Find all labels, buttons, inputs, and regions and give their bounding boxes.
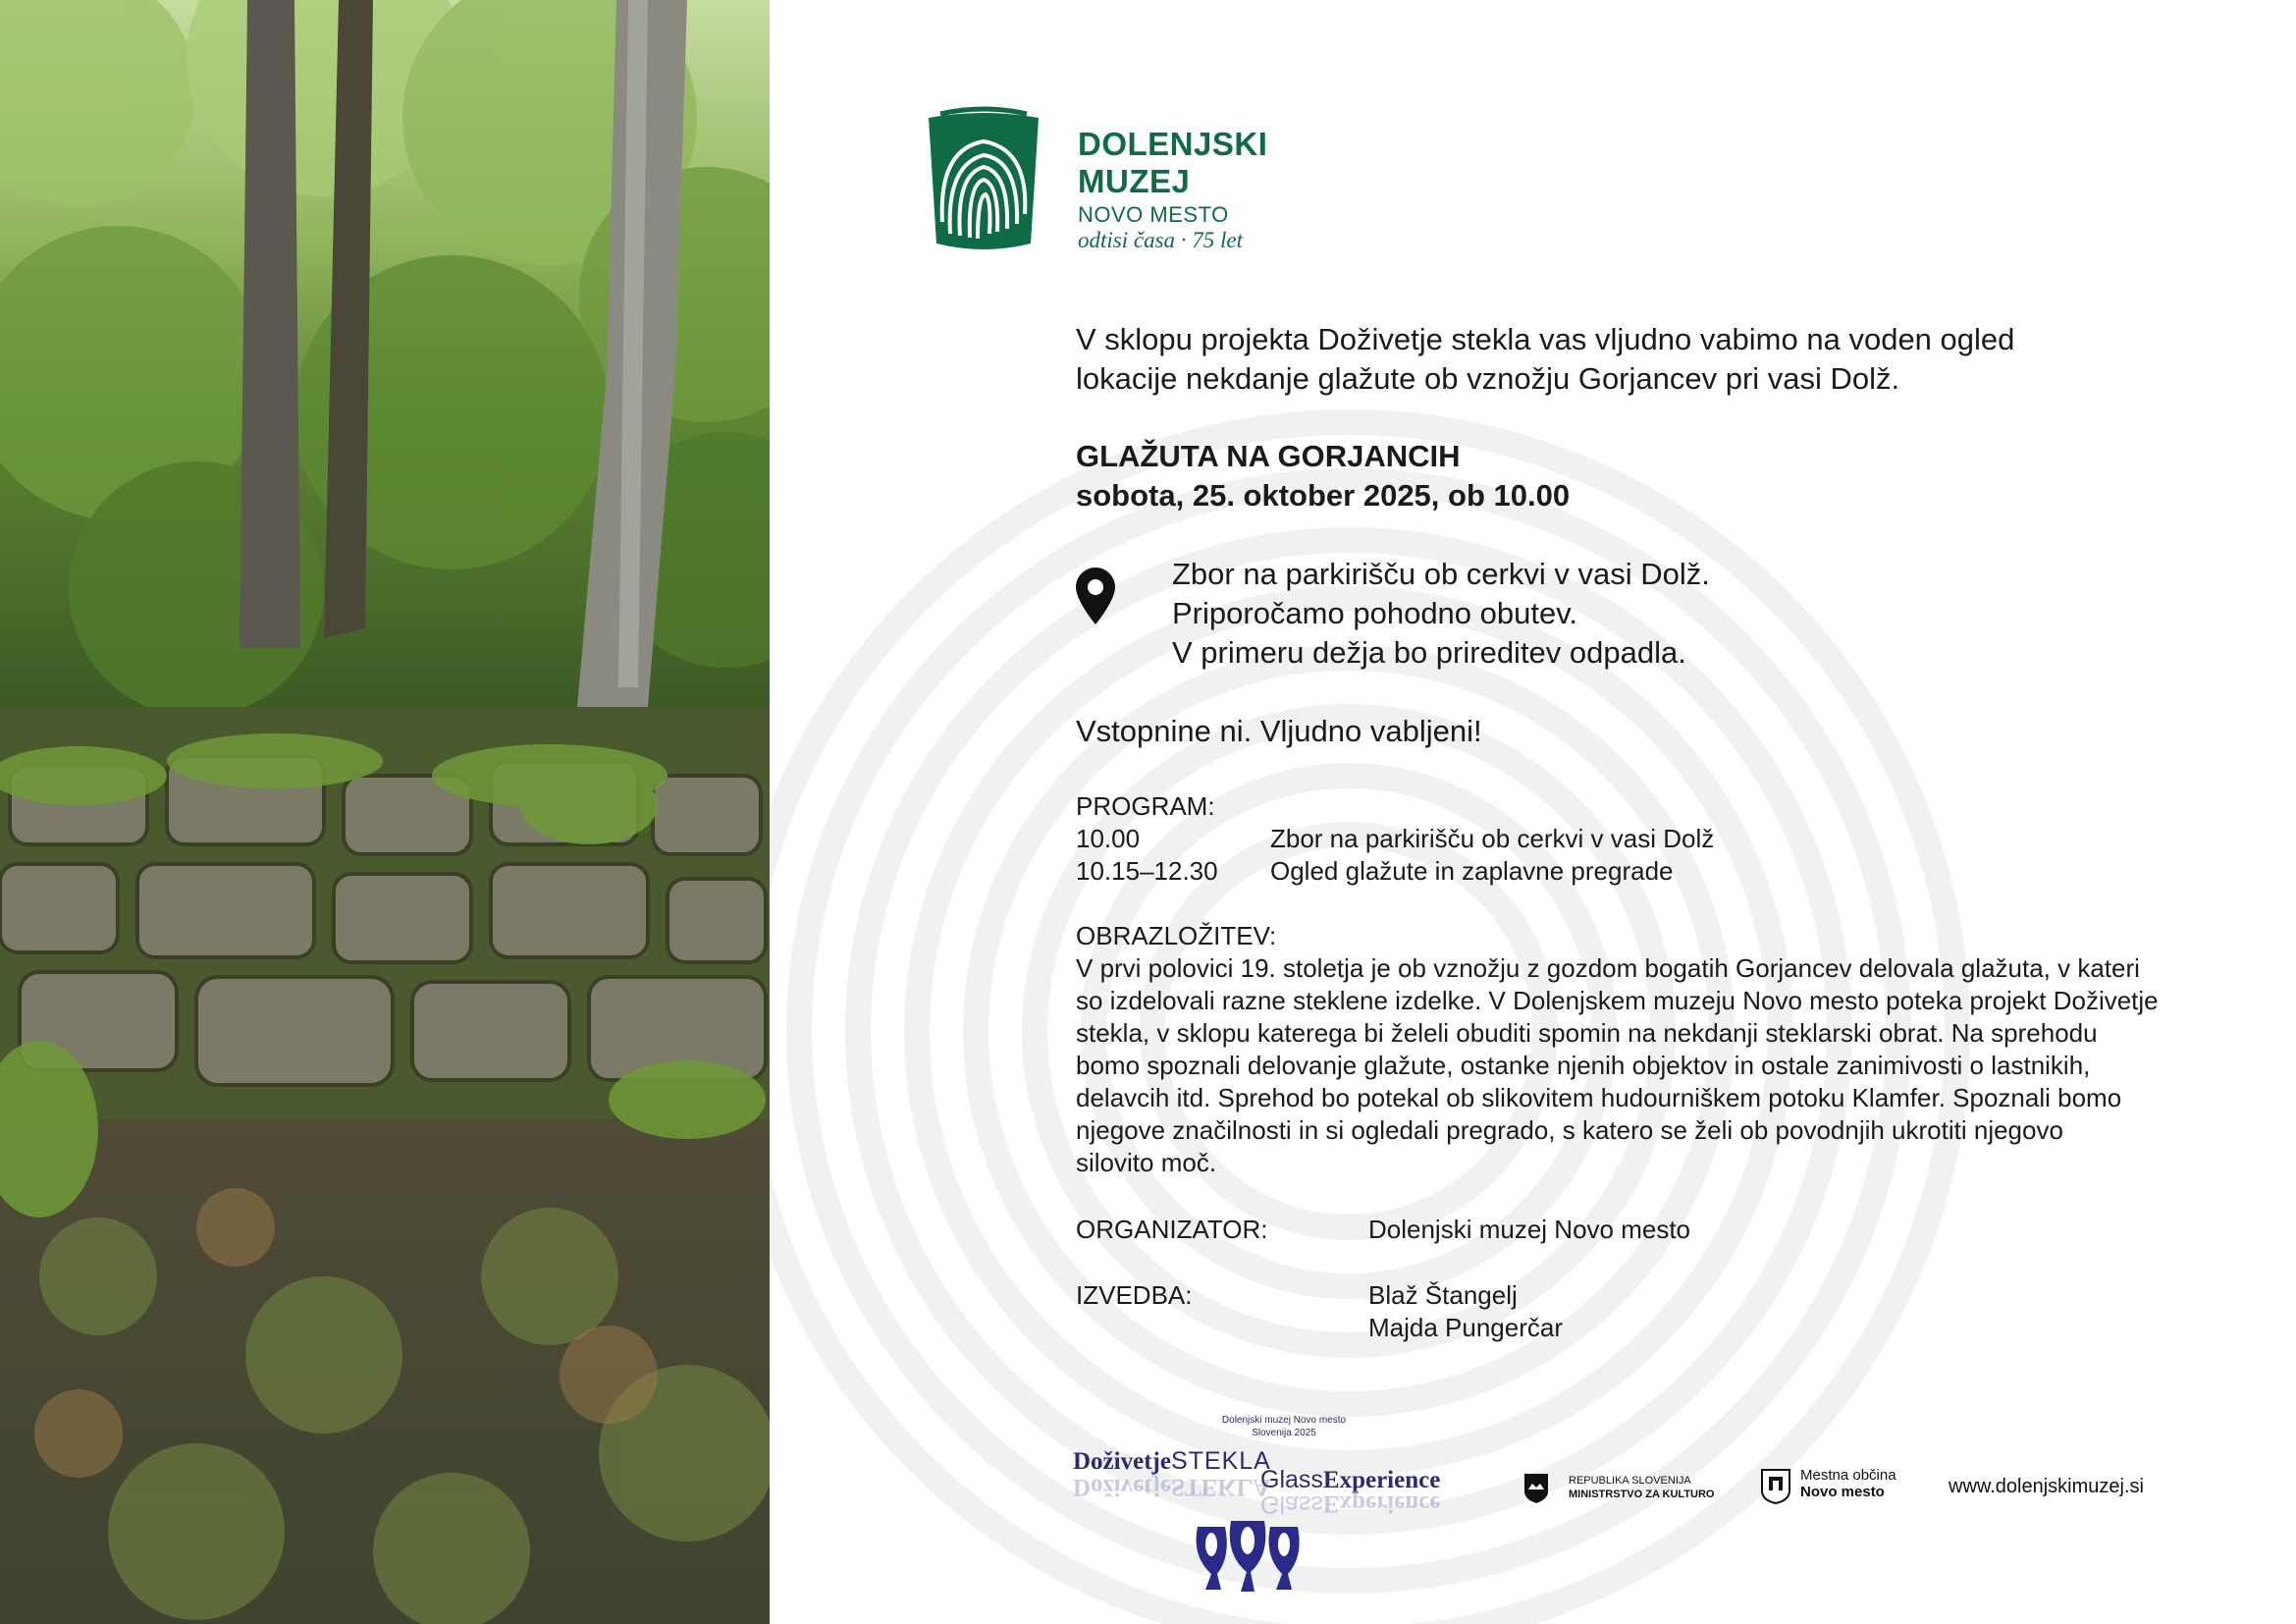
glass-word: Glass xyxy=(1260,1466,1323,1493)
program-heading: PROGRAM: xyxy=(1076,791,1215,821)
performers-list xyxy=(1368,1279,1563,1344)
ministry-logo-text xyxy=(1569,1474,1715,1501)
program-time: 10.00 xyxy=(1076,824,1141,853)
glass-reflection-word: Glass xyxy=(1260,1490,1323,1518)
ministry-line-2: MINISTRSTVO ZA KULTURO xyxy=(1569,1489,1715,1500)
intro-paragraph xyxy=(1076,320,2156,399)
organizer-label: ORGANIZATOR: xyxy=(1076,1215,1268,1244)
event-date: sobota, 25. oktober 2025, ob 10.00 xyxy=(1076,478,1571,513)
dozivetje-reflection-word: Doživetje xyxy=(1073,1474,1171,1500)
performer-name: Majda Pungerčar xyxy=(1368,1313,1563,1342)
glass-experience-reflection xyxy=(1260,1489,1440,1518)
forest-photo xyxy=(0,0,770,1624)
intro-line-1: V sklopu projekta Doživetje stekla vas vljudno vabimo na voden ogled xyxy=(1076,322,2015,356)
museum-name-line1: DOLENJSKI xyxy=(1078,126,1268,162)
explanation-line: silovito moč. xyxy=(1076,1148,1217,1177)
museum-city: NOVO MESTO xyxy=(1078,202,1229,227)
meeting-info xyxy=(1172,555,1710,673)
explanation-line: stekla, v sklopu katerega bi želeli obuditi spomin na nekdanji steklarski obrat. Na sprehodu xyxy=(1076,1018,2098,1048)
city-line-2: Novo mesto xyxy=(1800,1484,1885,1500)
slovenia-crest-icon xyxy=(1524,1474,1548,1503)
explanation-line: bomo spoznali delovanje glažute, ostanke njenih objektov in ostale zanimivosti o lastnikih, xyxy=(1076,1051,2091,1080)
ministry-line-1: REPUBLIKA SLOVENIJA xyxy=(1569,1475,1691,1487)
map-pin-icon xyxy=(1076,568,1115,624)
event-title: GLAŽUTA NA GORJANCIH xyxy=(1076,439,1461,473)
explanation-line: delavcih itd. Sprehod bo potekal ob slikovitem hudourniškem potoku Klamfer. Spoznali bomo xyxy=(1076,1083,2122,1112)
city-line-1: Mestna občina xyxy=(1800,1467,1896,1484)
website-link[interactable]: www.dolenjskimuzej.si xyxy=(1949,1476,2144,1497)
project-credit-line: Dolenjski muzej Novo mesto xyxy=(1221,1415,1347,1426)
explanation-line: so izdelovali razne steklene izdelke. V Dolenjskem muzeju Novo mesto poteka projekt Doživetje xyxy=(1076,986,2159,1015)
stekla-word: STEKLA xyxy=(1170,1447,1271,1475)
performers-label: IZVEDBA: xyxy=(1076,1280,1193,1310)
meeting-line: Zbor na parkirišču ob cerkvi v vasi Dolž. xyxy=(1172,557,1710,591)
glasses-icon xyxy=(1192,1517,1302,1594)
stekla-reflection-word: STEKLA xyxy=(1170,1474,1271,1500)
program-description: Ogled glažute in zaplavne pregrade xyxy=(1270,856,1674,886)
program-time: 10.15–12.30 xyxy=(1076,856,1218,886)
organizer-value: Dolenjski muzej Novo mesto xyxy=(1368,1215,1691,1244)
explanation-line: njegove značilnosti in si ogledali pregrado, s katero se želi ob povodnjih ukrotiti njegovo xyxy=(1076,1115,2063,1145)
explanation-line: V prvi polovici 19. stoletja je ob vznožju z gozdom bogatih Gorjancev delovala glažuta, v kateri xyxy=(1076,953,2140,983)
explanation-body xyxy=(1076,952,2254,1179)
museum-name xyxy=(1078,126,1267,200)
performer-name: Blaž Štangelj xyxy=(1368,1280,1518,1310)
experience-word: Experience xyxy=(1322,1467,1441,1493)
explanation-heading: OBRAZLOŽITEV: xyxy=(1076,921,1277,950)
museum-logo xyxy=(921,106,1333,263)
project-credit-line: Slovenija 2025 xyxy=(1252,1428,1316,1438)
museum-name-line2: MUZEJ xyxy=(1078,163,1191,199)
admission-note: Vstopnine ni. Vljudno vabljeni! xyxy=(1076,714,1482,748)
forest-illustration xyxy=(0,0,770,1624)
dozivetje-reflection xyxy=(1073,1473,1270,1500)
program-description: Zbor na parkirišču ob cerkvi v vasi Dolž xyxy=(1270,824,1715,853)
meeting-line: V primeru dežja bo prireditev odpadla. xyxy=(1172,635,1686,670)
meeting-line: Priporočamo pohodno obutev. xyxy=(1172,596,1578,630)
project-credit xyxy=(1186,1414,1382,1439)
dozivetje-stekla-logo xyxy=(1073,1447,1271,1476)
city-logo-text xyxy=(1800,1467,1896,1500)
experience-reflection-word: Experience xyxy=(1322,1490,1441,1517)
dozivetje-word: Doživetje xyxy=(1073,1448,1171,1475)
museum-tagline: odtisi časa · 75 let xyxy=(1078,228,1244,252)
fingerprint-cup-icon xyxy=(921,106,1046,253)
novo-mesto-crest-icon xyxy=(1761,1469,1790,1504)
intro-line-2: lokacije nekdanje glažute ob vznožju Gorjancev pri vasi Dolž. xyxy=(1076,361,1900,396)
